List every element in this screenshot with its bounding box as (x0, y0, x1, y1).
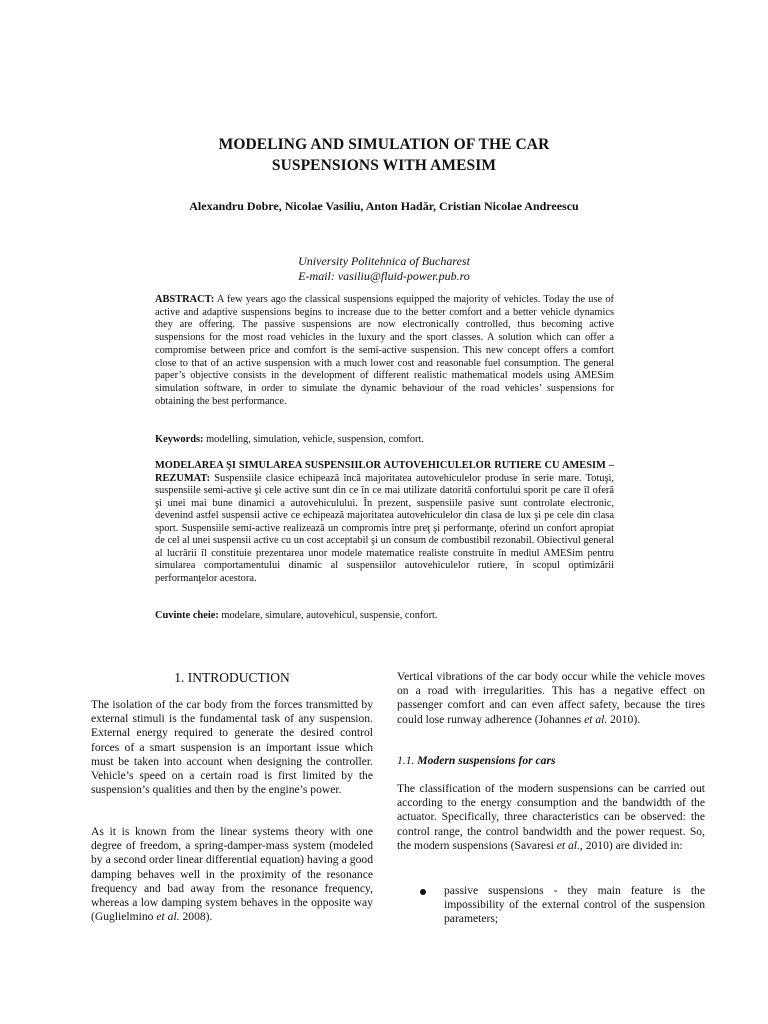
romanian-keywords (155, 609, 614, 622)
right-paragraph-1-etal: et al. (584, 712, 608, 726)
keywords-label: Keywords: (155, 434, 204, 445)
affiliation: University Politehnica of Bucharest (298, 254, 470, 268)
right-paragraph-2-year: , 2010) are divided in: (579, 838, 683, 852)
romanian-abstract-text: Suspensiile clasice echipează încă majoritatea autovehiculelor produse în serie mare. Totuşi, suspensiile semi-active şi cele active sunt din ce în ce mai utilizate datorită confortului sporit pe care îl oferă şi unei mai bune dinamici a autovehiculului. În prezent, suspensiile pasive sunt controlate electronic, devenind astfel suspensii active ce echipează majoritatea autovehiculelor din clasa de lux şi pe cele din clasa sport. Suspensiile semi-active realizează un compromis între preţ şi performanţe, oferind un confort apropiat de cel al unei suspensii active cu un cost acceptabil şi un consum de combustibil rezonabil. Obiectivul general al lucrării îl constituie prezentarea unor modele matematice realiste construite în mediul AMESim pentru simularea comportamentului dinamic al suspensiilor autovehiculelor rutiere, în scopul optimizării performanţelor acestora. (155, 472, 614, 584)
romanian-keywords-label: Cuvinte cheie: (155, 610, 219, 621)
list-item-text: passive suspensions - they main feature is the impossibility of the external control of the suspension parameters; (444, 884, 705, 926)
right-paragraph-1 (397, 670, 705, 727)
left-paragraph-2-text: As it is known from the linear systems theory with one degree of freedom, a spring-damper-mass system (modeled by a second order linear differential equation) having a good damping behaves well in the proximity of the resonance frequency and bad away from the resonance frequency, whereas a low damping system behaves in the opposite way (Guglielmino (91, 825, 373, 924)
right-paragraph-2 (397, 782, 705, 853)
right-paragraph-1-year: 2010). (610, 712, 641, 726)
section-heading-introduction: 1. INTRODUCTION (174, 670, 290, 685)
list-item (420, 884, 705, 927)
romanian-abstract (155, 460, 614, 585)
romanian-keywords-text: modelare, simulare, autovehicul, suspensie, confort. (221, 610, 438, 621)
right-paragraph-2-etal: et al. (556, 838, 580, 852)
paper-title (0, 134, 768, 176)
keywords (155, 433, 614, 446)
bullet-icon (420, 889, 426, 895)
abstract-text: A few years ago the classical suspensions equipped the majority of vehicles. Today the use of active and adaptive suspensions begins to increase due to the better comfort and a better vehicle dynamics they are offering. The passive suspensions are now electronically controlled, thus becoming active suspensions for the most road vehicles in the luxury and the sport classes. A solution which can offer a compromise between price and comfort is the semi-active suspension. This new concept offers a comfort close to that of an active suspension with a much lower cost and reasonable fuel consumption. The general paper’s objective consists in the development of different realistic mathematical models using AMESim simulation software, in order to simulate the dynamic behaviour of the road vehicles’ suspensions for obtaining the best performance. (155, 294, 614, 407)
right-paragraph-1-text: Vertical vibrations of the car body occur while the vehicle moves on a road with irregularities. This has a negative effect on passenger comfort and can even affect safety, because the tires could lose runway adherence (Johannes (397, 670, 705, 726)
romanian-title: MODELAREA ŞI SIMULAREA SUSPENSIILOR AUTOVEHICULELOR RUTIERE CU AMESIM – REZUMAT: (155, 460, 614, 484)
left-paragraph-2 (91, 825, 373, 924)
left-paragraph-2-etal: et al. (156, 910, 180, 924)
left-paragraph-1: The isolation of the car body from the forces transmitted by external stimuli is the fundamental task of any suspension. External energy required to generate the desired control forces of a smart suspension is an important issue which must be taken into account when designing the controller. Vehicle’s speed on a certain road is first limited by the suspension’s qualities and then by the engine’s power. (91, 698, 373, 797)
author-list: Alexandru Dobre, Nicolae Vasiliu, Anton Hadăr, Cristian Nicolae Andreescu (189, 199, 579, 213)
abstract (155, 294, 614, 408)
paper-title-line-2: SUSPENSIONS WITH AMESIM (271, 157, 497, 174)
affiliation-block (0, 254, 768, 284)
abstract-label: ABSTRACT: (155, 294, 215, 305)
subsection-title: Modern suspensions for cars (417, 754, 556, 767)
left-paragraph-2-year: 2008). (182, 910, 213, 924)
subsection-heading (397, 754, 705, 768)
right-paragraph-2-text: The classification of the modern suspensions can be carried out according to the energy consumption and the bandwidth of the actuator. Specifically, three characteristics can be observed: the control range, the control bandwidth and the power request. So, the modern suspensions (Savaresi (397, 782, 705, 852)
paper-title-line-1: MODELING AND SIMULATION OF THE CAR (218, 136, 550, 153)
subsection-number: 1.1. (397, 754, 415, 767)
contact-email: E-mail: vasiliu@fluid-power.pub.ro (298, 269, 470, 283)
keywords-text: modelling, simulation, vehicle, suspension, comfort. (206, 434, 424, 445)
